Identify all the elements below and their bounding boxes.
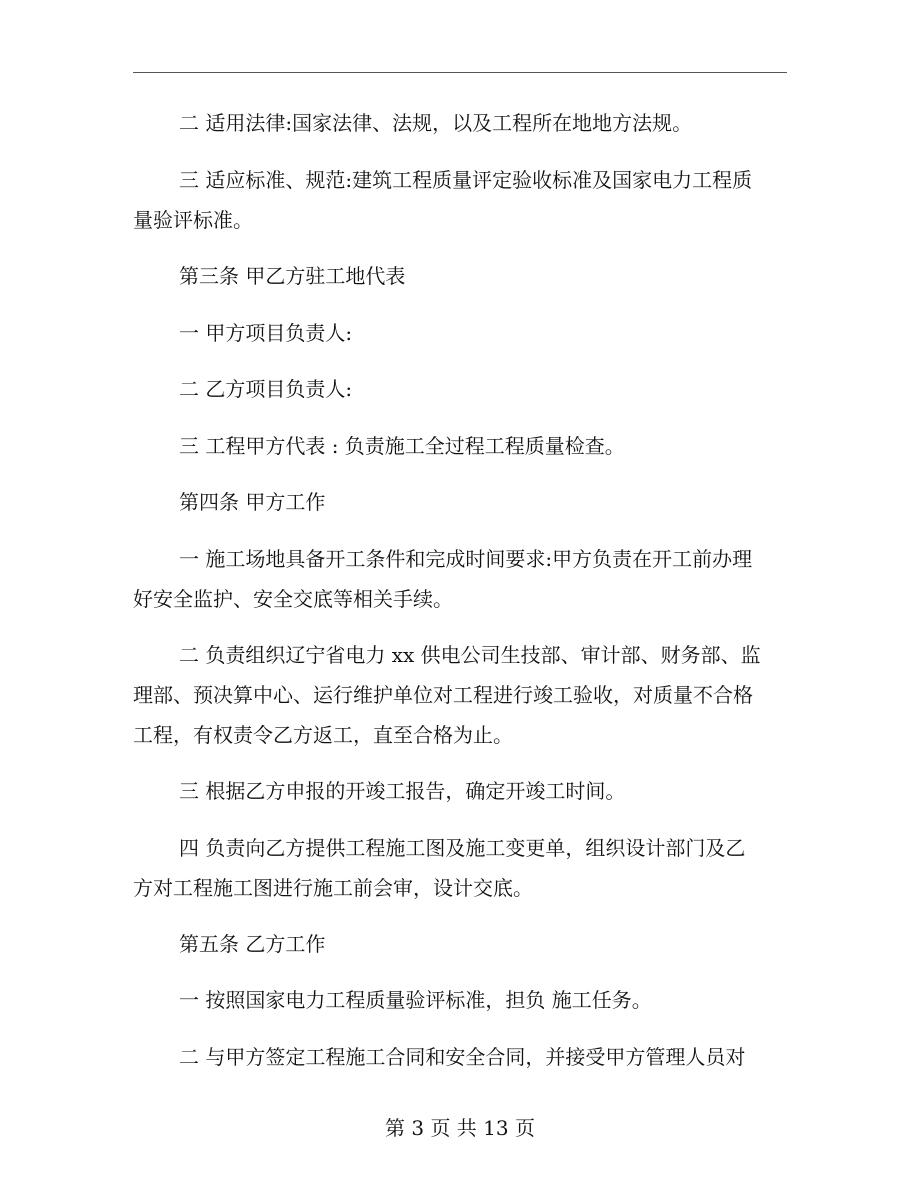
paragraph-line: 工程，有权责令乙方返工，直至合格为止。 [133,723,513,747]
section-heading: 第三条 甲乙方驻工地代表 [179,264,406,288]
paragraph-line: 二 乙方项目负责人: [179,377,353,401]
paragraph-line: 方对工程施工图进行施工前会审，设计交底。 [133,876,533,900]
paragraph-line: 二 适用法律:国家法律、法规，以及工程所在地地方法规。 [179,111,693,135]
paragraph-line: 量验评标准。 [133,208,253,232]
paragraph-line: 好安全监护、安全交底等相关手续。 [133,587,453,611]
section-heading: 第四条 甲方工作 [179,490,326,514]
paragraph-line: 三 根据乙方申报的开竣工报告，确定开竣工时间。 [179,779,626,803]
page-number-footer: 第 3 页 共 13 页 [385,1116,535,1140]
paragraph-line: 一 按照国家电力工程质量验评标准，担负 施工任务。 [179,988,652,1012]
paragraph-line: 二 与甲方签定工程施工合同和安全合同，并接受甲方管理人员对 [179,1045,746,1069]
paragraph-line: 四 负责向乙方提供工程施工图及施工变更单，组织设计部门及乙 [179,836,746,860]
paragraph-line: 三 工程甲方代表 : 负责施工全过程工程质量检查。 [179,434,625,458]
paragraph-line: 一 施工场地具备开工条件和完成时间要求:甲方负责在开工前办理 [179,547,753,571]
header-rule [133,72,787,73]
paragraph-line: 三 适应标准、规范:建筑工程质量评定验收标准及国家电力工程质 [179,168,753,192]
paragraph-line: 理部、预决算中心、运行维护单位对工程进行竣工验收，对质量不合格 [133,683,753,707]
paragraph-line: 一 甲方项目负责人: [179,321,353,345]
paragraph-line: 二 负责组织辽宁省电力 xx 供电公司生技部、审计部、财务部、监 [179,643,761,667]
section-heading: 第五条 乙方工作 [179,932,326,956]
